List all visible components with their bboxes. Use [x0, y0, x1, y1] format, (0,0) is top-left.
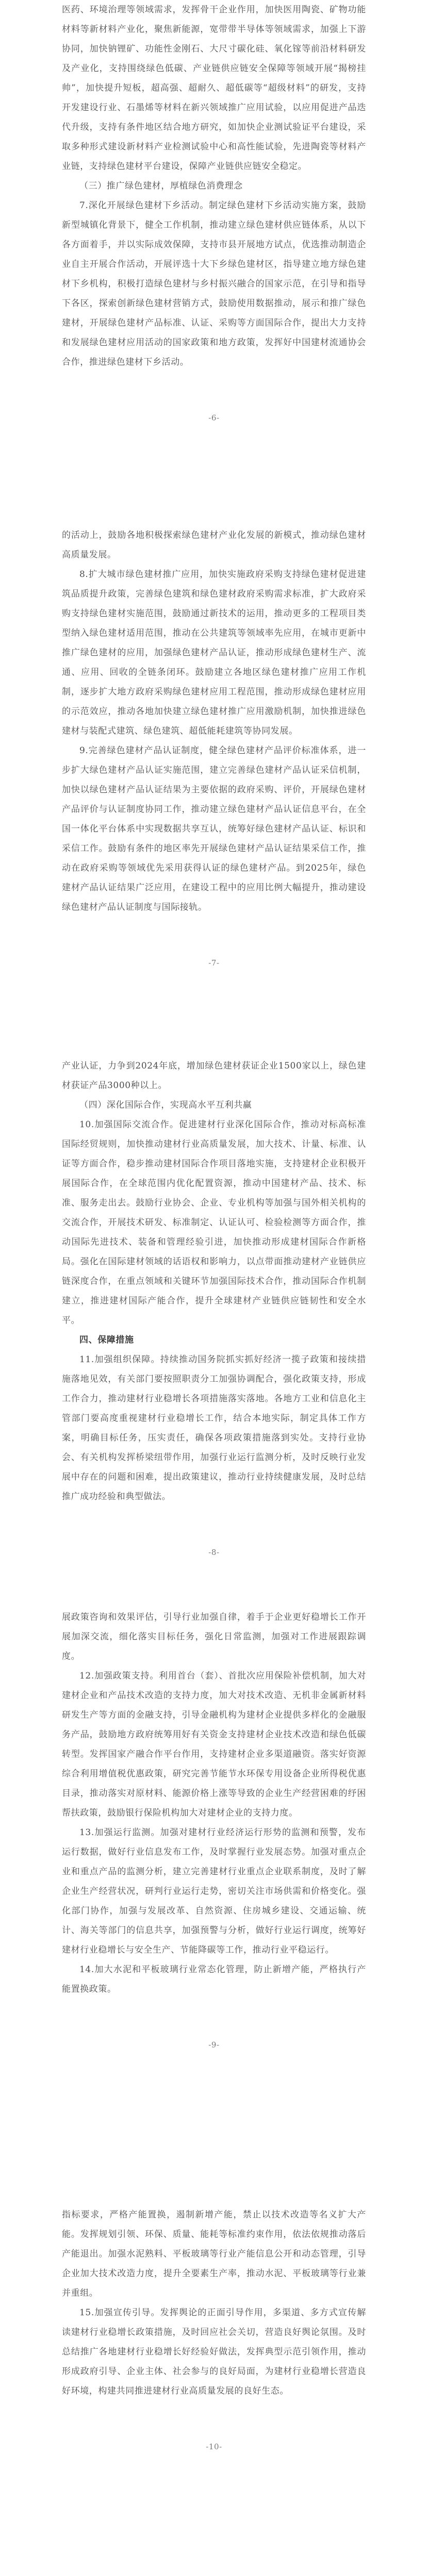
paragraph: 7.深化开展绿色建材下乡活动。制定绿色建材下乡活动实施方案，鼓励新型城镇化背景下，健全工作机制，推动建立绿色建材供应链体系，从以下各方面着手，并以实际成效保障，支持市县开展地方试点，优选推动制造企业自主开展合作活动，开展评选十大下乡绿色建材区，指导建立地方绿色建材下乡机构，积极打造绿色建材与乡村振兴融合的国家示范，在引导和指导下各区，探索创新绿色建材营销方式，鼓励使用数据推动，展示和推广绿色建材，开展绿色建材产品标准、认证、采购等方面国际合作，提出大力支持和发展绿色建材应用活动的国家政策和地方政策，发挥好中国建材流通协会合作，推进绿色建材下乡活动。: [62, 200, 366, 367]
paragraph: 10.加强国际交流合作。促进建材行业深化国际合作，推动对标高标准国际经贸规则，加快推动建材行业高质量发展，加大技术、计量、标准、认证等方面合作，稳步推动建材国际合作项目落地实施，支持建材企业积极开展国际合作，在全球范围内优化配置资源，推动中国建材产品、技术、标准、服务走出去。鼓励行业协会、企业、专业机构等加强与国外相关机构的交流合作，开展技术研发、标准制定、认证认可、检验检测等方面合作，推动国际先进技术、装备和管理经验引进，加快推动形成建材国际合作新格局。强化在国际建材领域的话语权和影响力，以点带面推动建材产业链供应链深度合作，在重点领域和关键环节加强国际技术合作，推动国际合作机制建立，推进建材国际产能合作，提升全球建材产业链供应链韧性和安全水平。: [62, 1120, 366, 1326]
subsection-heading: （三）推广绿色建材，厚植绿色消费理念: [79, 181, 243, 191]
paragraph: 指标要求，严格产能置换，遏制新增产能，禁止以技术改造等名义扩大产能。发挥规划引领、环保、质量、能耗等标准约束作用，依法依规推动落后产能退出。加强水泥熟料、平板玻璃等行业产能信息公开和动态管理，引导企业加大技术改造力度，提升全要素生产率，推动水泥、平板玻璃等行业兼并重组。: [62, 2210, 366, 2298]
paragraph: 医药、环境治理等领域需求，发挥骨干企业作用，加快医用陶瓷、矿物功能材料等新材料产业化，聚焦新能源，宽带带半导体等领域需求，加强上下游协同，加快钠锂矿、功能性金刚石、大尺寸碳化硅、氧化镓等前沿材料研发及产业化，支持围绕绿色低碳、产业链供应链安全保障等领域开展“揭榜挂帅”，加快提升短板，超高强、超耐久、超低碳等“超级材料”的研发，支持开发建设行业、石墨烯等材料在新兴领域推广应用试验，以应用促进产品迭代升级，支持有条件地区结合地方研究，如加快企业测试验证平台建设，采取多种形式建设新材料产业检测试验中心和高性能试验，先进陶瓷等材料产业链，支持绿色建材平台建设，保障产业链供应链安全稳定。: [62, 5, 366, 172]
page-number: -10-: [206, 2442, 222, 2451]
paragraph: 的活动上，鼓励各地积极探索绿色建材产业化发展的新模式，推动绿色建材高质量发展。: [62, 530, 366, 560]
paragraph: 13.加强运行监测。加强对建材行业经济运行形势的监测和预警，发布运行数据，做好行业信息发布工作，及时掌握行业发展态势。加强对重点企业和重点产品的监测分析，建立完善建材行业重点企业联系制度，及时了解企业生产经营状况，研判行业运行走势，密切关注市场供需和价格变化。强化部门协作，加强与发展改革、自然资源、住房城乡建设、交通运输、统计、海关等部门的信息共享，加强预警与分析，做好行业运行调度，统筹好建材行业稳增长与安全生产、节能降碳等工作，推动行业平稳运行。: [62, 1827, 366, 1955]
document-page: [0, 1607, 428, 2055]
page-number: -7-: [208, 958, 220, 968]
document-page: [0, 526, 428, 973]
paragraph: 8.扩大城市绿色建材推广应用，加快实施政府采购支持绿色建材促进建筑品质提升政策，完善绿色建筑和绿色建材政府采购需求标准，扩大政府采购支持绿色建材实施范围，鼓励通过新技术的运用，推动更多的工程项目类型纳入绿色建材适用范围，推动在公共建筑等领域率先应用，在城市更新中推广绿色建材的应用，加强绿色建材产品认证，推动形成绿色建材生产、流通、应用、回收的全链条闭环。鼓励建立各地区绿色建材推广应用工作机制，逐步扩大地方政府采购绿色建材应用工程范围，推动形成绿色建材应用的示范效应，推动各地加快建立绿色建材推广应用激励机制，加快推进绿色建材与装配式建筑、绿色建筑、超低能耗建筑等协同发展。: [62, 569, 366, 736]
page-number: -8-: [208, 1548, 220, 1557]
paragraph: 15.加强宣传引导。发挥舆论的正面引导作用，多渠道、多方式宣传解读建材行业稳增长政策措施，及时回应社会关切，营造良好舆论氛围。及时总结推广各地建材行业稳增长好经验好做法，发挥典型示范引领作用，推动形成政府引导、企业主体、社会参与的良好局面，为建材行业稳增长营造良好环境，构建共同推进建材行业高质量发展的良好生态。: [62, 2308, 366, 2396]
section-heading: 四、保障措施: [79, 1335, 134, 1345]
paragraph: 11.加强组织保障。持续推动国务院抓实抓好经济一揽子政策和接续措施落地见效，有关部门要按照职责分工加强协调配合，强化政策支持，形成工作合力，推动建材行业稳增长各项措施落实落地。各地方工业和信息化主管部门要高度重视建材行业稳增长工作，结合本地实际，制定具体工作方案，明确目标任务，压实责任，确保各项政策措施落到实处。支持行业协会、有关机构发挥桥梁纽带作用，加强行业运行监测分析，及时反映行业发展中存在的问题和困难，提出政策建议，推动行业持续健康发展，及时总结推广成功经验和典型做法。: [62, 1354, 366, 1502]
page-number: -6-: [208, 413, 220, 422]
document-page: [0, 1056, 428, 1562]
paragraph: 14.加大水泥和平板玻璃行业常态化管理，防止新增产能，严格执行产能置换政策。: [62, 1964, 366, 1994]
document-page: [0, 0, 428, 428]
document-page: [0, 2205, 428, 2456]
paragraph: 12.加强政策支持。利用首台（套）、首批次应用保险补偿机制，加大对建材企业和产品技术改造的支持力度，加大对技术改造、无机非金属新材料研发生产等方面的金融支持，引导金融机构为建材企业提供多样化的金融服务产品，鼓励地方政府统筹用好有关资金支持建材企业技术改造和绿色低碳转型。发挥国家产融合作平台作用，支持建材企业多渠道融资。落实好资源综合利用增值税优惠政策，研究完善节能节水环保专用设备企业所得税优惠目录，推动落实对原材料、能源价格上涨等导致的企业生产经营困难的纾困帮扶政策，鼓励银行保险机构加大对建材企业的支持力度。: [62, 1671, 366, 1818]
paragraph: 9.完善绿色建材产品认证制度，健全绿色建材产品评价标准体系，进一步扩大绿色建材产品认证实施范围，建立完善绿色建材产品认证采信机制，加快以绿色建材产品认证结果为主要依据的政府采购、评价，开展绿色建材产品评价与认证制度协同工作，推动建立绿色建材产品认证信息平台，在全国一体化平台体系中实现数据共享互认，统筹好绿色建材产品认证、标识和采信工作。鼓励有条件的地区率先开展绿色建材产品认证结果采信工作，推动在政府采购等领域优先采用获得认证的绿色建材产品。到2025年，绿色建材产品认证结果广泛应用，在建设工程中的应用比例大幅提升，推动建设绿色建材产品认证制度与国际接轨。: [62, 745, 366, 912]
paragraph: 产业认证，力争到2024年底，增加绿色建材获证企业1500家以上，绿色建材获证产品3000种以上。: [62, 1061, 366, 1091]
subsection-heading: （四）深化国际合作，实现高水平互利共赢: [79, 1100, 252, 1110]
paragraph: 展政策咨询和效果评估，引导行业加强自律，着手于企业更好稳增长工作开展加深交流，细化落实目标任务，强化日常监测，加强对工作进展跟踪调度。: [62, 1612, 366, 1662]
page-number: -9-: [208, 2040, 220, 2049]
